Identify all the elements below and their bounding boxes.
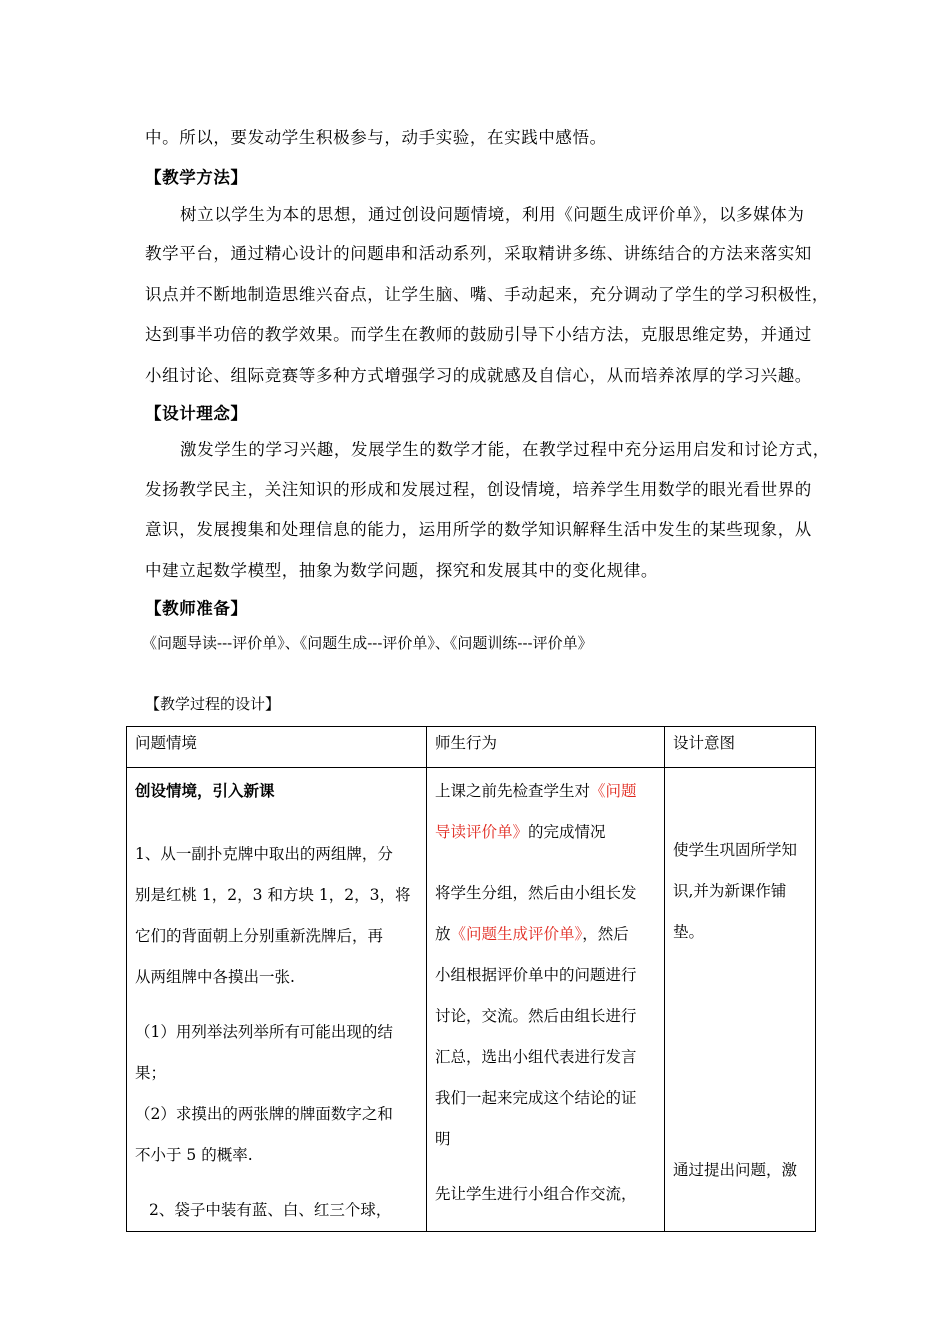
spacer: [435, 853, 656, 873]
intent-line: 通过提出问题，激: [673, 1161, 798, 1179]
behavior-text: ，然后: [582, 925, 629, 943]
intro-tail-line: 中。所以，要发动学生积极参与，动手实验，在实践中感悟。: [145, 128, 607, 147]
process-table: [126, 726, 816, 1232]
intent-line: 使学生巩固所学知: [673, 841, 798, 859]
behavior-cell: [427, 768, 665, 1232]
spacer: [673, 778, 807, 830]
header-cell-intent: 设计意图: [665, 727, 816, 768]
idea-line: 激发学生的学习兴趣，发展学生的数学才能，在教学过程中充分运用启发和讨论方式，: [180, 440, 830, 459]
behavior-line: 明: [435, 1130, 451, 1148]
behavior-line: 先让学生进行小组合作交流，: [435, 1185, 637, 1203]
intent-line: 垫。: [673, 923, 705, 941]
behavior-line: 小组根据评价单中的问题进行: [435, 966, 637, 984]
method-line: 树立以学生为本的思想，通过创设问题情境，利用《问题生成评价单》，以多媒体为: [180, 205, 805, 224]
table-row: [127, 768, 816, 1232]
prep-heading: 【教师准备】: [145, 599, 248, 618]
sub-question-line: （2）求摸出的两张牌的牌面数字之和: [135, 1105, 393, 1123]
spacer: [673, 953, 807, 1150]
sub-question-line: （1）用列举法列举所有可能出现的结: [135, 1023, 393, 1041]
question-line: 它们的背面朝上分别重新洗牌后，再: [135, 927, 384, 945]
behavior-text: 放: [435, 925, 451, 943]
idea-heading: 【设计理念】: [145, 404, 248, 423]
question-line: 1、从一副扑克牌中取出的两组牌，分: [135, 845, 393, 863]
evaluation-sheet-link: 《问题生成评价单》: [450, 925, 583, 943]
spacer: [135, 998, 418, 1012]
sub-question-line: 果；: [135, 1064, 167, 1082]
method-line: 小组讨论、组际竞赛等多种方式增强学习的成就感及自信心，从而培养浓厚的学习兴趣。: [145, 366, 812, 385]
header-cell-behavior: 师生行为: [427, 727, 665, 768]
evaluation-sheet-link: 导读评价单》: [435, 823, 529, 841]
behavior-line: [435, 778, 656, 804]
behavior-text: 的完成情况: [528, 823, 606, 841]
question-line: 别是红桃 1，2，3 和方块 1，2，3，将: [135, 886, 411, 904]
spacer: [135, 804, 418, 834]
method-line: 达到事半功倍的教学效果。而学生在教师的鼓励引导下小结方法，克服思维定势，并通过: [145, 325, 812, 344]
intent-cell: [665, 768, 816, 1232]
behavior-line: 将学生分组，然后由小组长发: [435, 884, 637, 902]
evaluation-sheet-link: 《问题: [590, 782, 637, 800]
behavior-line: 我们一起来完成这个结论的证: [435, 1089, 637, 1107]
process-caption: 【教学过程的设计】: [145, 695, 281, 713]
behavior-line: [435, 812, 656, 853]
idea-line: 中建立起数学模型，抽象为数学问题，探究和发展其中的变化规律。: [145, 561, 658, 580]
spacer: [135, 1176, 418, 1190]
method-line: 识点并不断地制造思维兴奋点，让学生脑、嘴、手动起来，充分调动了学生的学习积极性，: [145, 285, 829, 304]
intent-line: 识,并为新课作铺: [673, 882, 787, 900]
situation-title: 创设情境，引入新课: [135, 781, 275, 800]
behavior-line: 汇总，选出小组代表进行发言: [435, 1048, 637, 1066]
behavior-line: 讨论，交流。然后由组长进行: [435, 1007, 637, 1025]
idea-line: 发扬教学民主，关注知识的形成和发展过程，创设情境，培养学生用数学的眼光看世界的: [145, 480, 812, 499]
question-line: 从两组牌中各摸出一张.: [135, 968, 295, 986]
behavior-text: 上课之前先检查学生对: [435, 782, 591, 800]
method-line: 教学平台，通过精心设计的问题串和活动系列，采取精讲多练、讲练结合的方法来落实知: [145, 244, 812, 263]
prep-text: 《问题导读---评价单》、《问题生成---评价单》、《问题训练---评价单》: [142, 634, 593, 652]
method-heading: 【教学方法】: [145, 168, 248, 187]
idea-line: 意识，发展搜集和处理信息的能力，运用所学的数学知识解释生活中发生的某些现象，从: [145, 520, 812, 539]
table-header-row: [127, 727, 816, 768]
question-line: 2、袋子中装有蓝、白、红三个球，: [149, 1201, 392, 1219]
behavior-line: [435, 914, 656, 955]
sub-question-line: 不小于 5 的概率.: [135, 1146, 253, 1164]
spacer: [435, 1160, 656, 1174]
header-cell-situation: 问题情境: [127, 727, 427, 768]
situation-cell: [127, 768, 427, 1232]
